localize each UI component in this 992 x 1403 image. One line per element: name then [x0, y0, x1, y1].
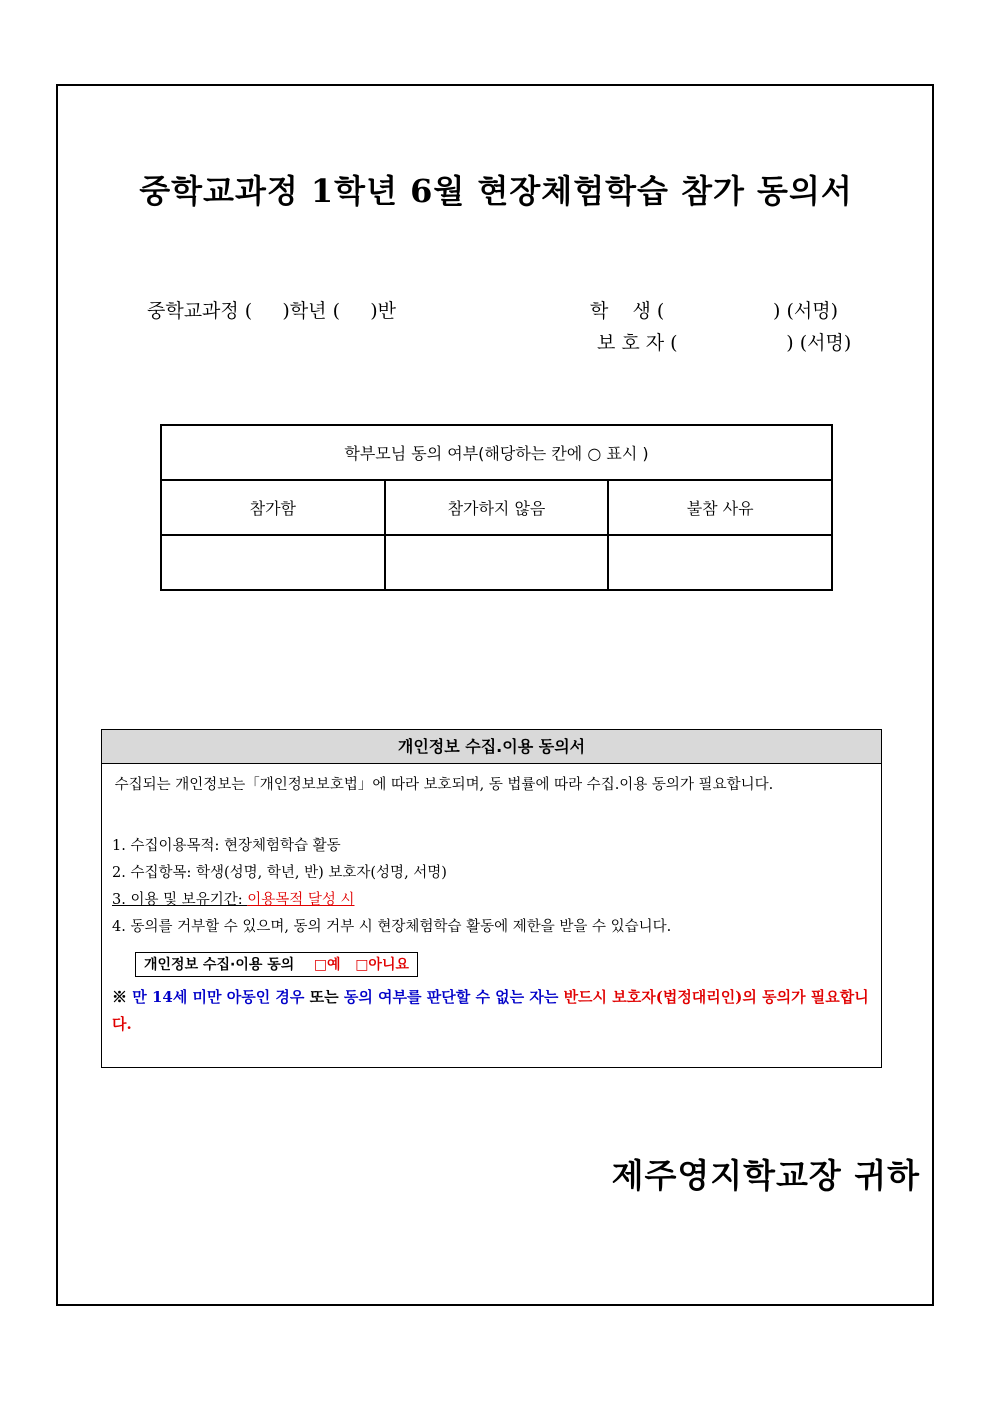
- column-not-participate: 참가하지 않음: [385, 480, 609, 535]
- cell-absence-reason-entry[interactable]: [608, 535, 832, 590]
- student-signature-line: 학 생 ( ) (서명): [590, 300, 839, 322]
- privacy-agree-box: [135, 952, 418, 977]
- guardian-consent-note: [112, 984, 872, 1038]
- note-incapable: 동의 여부를 판단할 수 없는 자는: [343, 988, 559, 1006]
- column-absence-reason: 불참 사유: [608, 480, 832, 535]
- column-participate: 참가함: [161, 480, 385, 535]
- cell-not-participate-mark[interactable]: [385, 535, 609, 590]
- period-label: 3. 이용 및 보유기간:: [112, 892, 248, 908]
- consent-table-header: 학부모님 동의 여부(해당하는 칸에 ○ 표시 ): [161, 425, 832, 480]
- privacy-item-fields: 2. 수집항목: 학생(성명, 학년, 반) 보호자(성명, 서명): [112, 865, 447, 881]
- privacy-item-purpose: 1. 수집이용목적: 현장체험학습 활동: [112, 838, 341, 854]
- consent-table: [160, 424, 833, 591]
- class-line: 중학교과정 ( )학년 ( )반: [147, 300, 396, 322]
- addressee: 제주영지학교장 귀하: [611, 1156, 920, 1195]
- privacy-heading: 개인정보 수집.이용 동의서: [102, 730, 881, 764]
- privacy-intro: 수집되는 개인정보는「개인정보보호법」에 따라 보호되며, 동 법률에 따라 수집.이용 동의가 필요합니다.: [110, 777, 774, 793]
- guardian-signature-line: 보 호 자 ( ) (서명): [597, 332, 852, 354]
- privacy-consent-box: [101, 729, 882, 1068]
- note-guardian-required: 반드시 보호자(법정대리인)의 동의가 필요합니다.: [112, 988, 869, 1033]
- privacy-item-period: [112, 888, 355, 909]
- privacy-item-refusal: 4. 동의를 거부할 수 있으며, 동의 거부 시 현장체험학습 활동에 제한을 받을 수 있습니다.: [112, 919, 672, 935]
- document-border: [56, 84, 934, 1306]
- note-or: 또는: [304, 988, 344, 1006]
- note-mark: ※: [112, 988, 133, 1006]
- note-under-14: 만 14세 미만 아동인 경우: [132, 988, 305, 1006]
- agree-label: 개인정보 수집·이용 동의: [144, 957, 295, 973]
- period-value: 이용목적 달성 시: [247, 892, 355, 908]
- agree-yes-option[interactable]: □예: [313, 957, 341, 973]
- document-title: 중학교과정 1학년 6월 현장체험학습 참가 동의서: [139, 172, 853, 210]
- agree-no-option[interactable]: □아니요: [355, 957, 410, 973]
- cell-participate-mark[interactable]: [161, 535, 385, 590]
